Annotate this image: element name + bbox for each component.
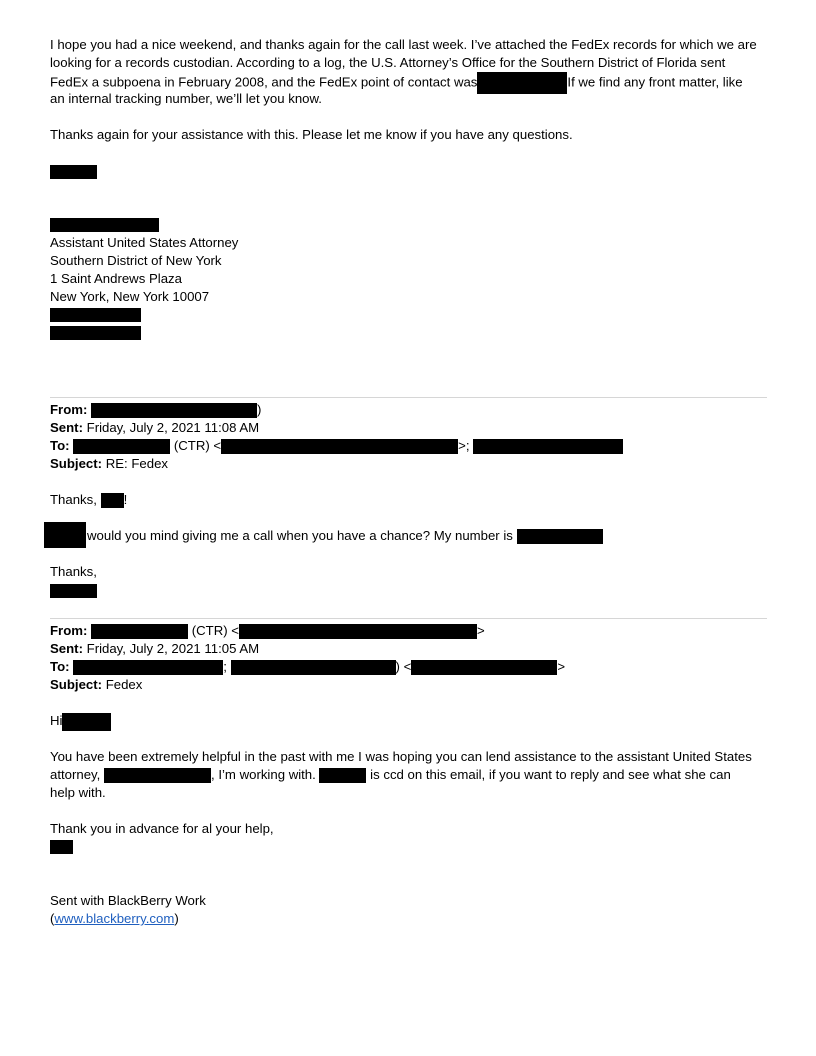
body-text: would you mind giving me a call when you have a chance? My number is	[87, 528, 513, 543]
sent-label: Sent:	[50, 641, 83, 656]
to-text: >	[557, 659, 566, 674]
body-line: I hope you had a nice weekend, and thanks again for the call last week. I’ve attached the FedEx records for which we are	[50, 37, 757, 52]
redaction	[411, 660, 557, 675]
redaction	[319, 768, 366, 783]
subject-label: Subject:	[50, 677, 103, 692]
to-text: >;	[458, 438, 470, 453]
body-text: Hi	[50, 713, 63, 728]
body-line: help with.	[50, 785, 106, 800]
body-text: (	[50, 911, 55, 926]
signature-address: 1 Saint Andrews Plaza	[50, 271, 182, 286]
body-line: an internal tracking number, we’ll let you know.	[50, 91, 322, 106]
signature-address: New York, New York 10007	[50, 289, 210, 304]
body-text: !	[123, 492, 128, 507]
subject-label: Subject:	[50, 456, 103, 471]
redaction	[477, 72, 567, 94]
from-text: >	[476, 623, 485, 638]
redaction	[104, 768, 211, 783]
body-line	[50, 766, 731, 784]
email-subject	[50, 676, 142, 694]
body-line	[50, 712, 111, 731]
body-text: FedEx a subpoena in February 2008, and the FedEx point of contact was	[50, 74, 478, 90]
subject-text: RE: Fedex	[105, 456, 169, 471]
body-line: Thanks,	[50, 564, 97, 579]
subject-text: Fedex	[105, 677, 143, 692]
body-text: , I’m working with.	[211, 767, 316, 782]
redaction	[44, 522, 86, 548]
to-text: ;	[223, 659, 227, 674]
divider	[50, 397, 767, 398]
to-label: To:	[50, 438, 70, 453]
email-to	[50, 437, 623, 455]
email-subject	[50, 455, 168, 473]
from-label: From:	[50, 623, 88, 638]
body-text: Thanks,	[50, 492, 97, 507]
email-sent	[50, 640, 259, 658]
to-text: ) <	[395, 659, 412, 674]
from-label: From:	[50, 402, 88, 417]
redaction	[62, 713, 111, 731]
body-line: Thank you in advance for al your help,	[50, 821, 274, 836]
body-line: Sent with BlackBerry Work	[50, 893, 206, 908]
sent-label: Sent:	[50, 420, 83, 435]
body-text: If we find any front matter, like	[567, 74, 743, 90]
redaction	[517, 529, 603, 544]
body-text: is ccd on this email, if you want to reply and see what she can	[370, 767, 731, 782]
redaction	[50, 308, 141, 322]
redaction	[239, 624, 477, 639]
signature-title: Assistant United States Attorney	[50, 235, 239, 250]
body-line	[50, 910, 179, 928]
email-from	[50, 622, 485, 640]
redaction	[221, 439, 458, 454]
to-label: To:	[50, 659, 70, 674]
sent-date: Friday, July 2, 2021 11:08 AM	[86, 420, 260, 435]
email-from	[50, 401, 261, 419]
signature-district: Southern District of New York	[50, 253, 222, 268]
redaction	[50, 165, 97, 179]
body-line: looking for a records custodian. According to a log, the U.S. Attorney’s Office for the Southern District of Florida sent	[50, 55, 726, 70]
sent-date: Friday, July 2, 2021 11:05 AM	[86, 641, 260, 656]
redaction	[50, 840, 73, 854]
body-line: Thanks again for your assistance with this. Please let me know if you have any questions.	[50, 127, 573, 142]
blackberry-link[interactable]: www.blackberry.com	[54, 911, 175, 926]
redaction	[101, 493, 124, 508]
divider	[50, 618, 767, 619]
redaction	[73, 660, 223, 675]
redaction	[50, 326, 141, 340]
redaction	[50, 218, 159, 232]
body-line	[87, 527, 603, 545]
redaction	[50, 584, 97, 598]
body-line: You have been extremely helpful in the past with me I was hoping you can lend assistance to the assistant United States	[50, 749, 752, 764]
redaction	[473, 439, 623, 454]
redaction	[91, 403, 257, 418]
to-text: (CTR) <	[173, 438, 222, 453]
body-text: attorney,	[50, 767, 101, 782]
body-text: )	[174, 911, 179, 926]
redaction	[91, 624, 188, 639]
email-to	[50, 658, 565, 676]
redaction	[73, 439, 170, 454]
email-sent	[50, 419, 259, 437]
from-text: )	[257, 402, 262, 417]
from-text: (CTR) <	[191, 623, 239, 638]
body-line	[50, 491, 127, 509]
redaction	[231, 660, 396, 675]
